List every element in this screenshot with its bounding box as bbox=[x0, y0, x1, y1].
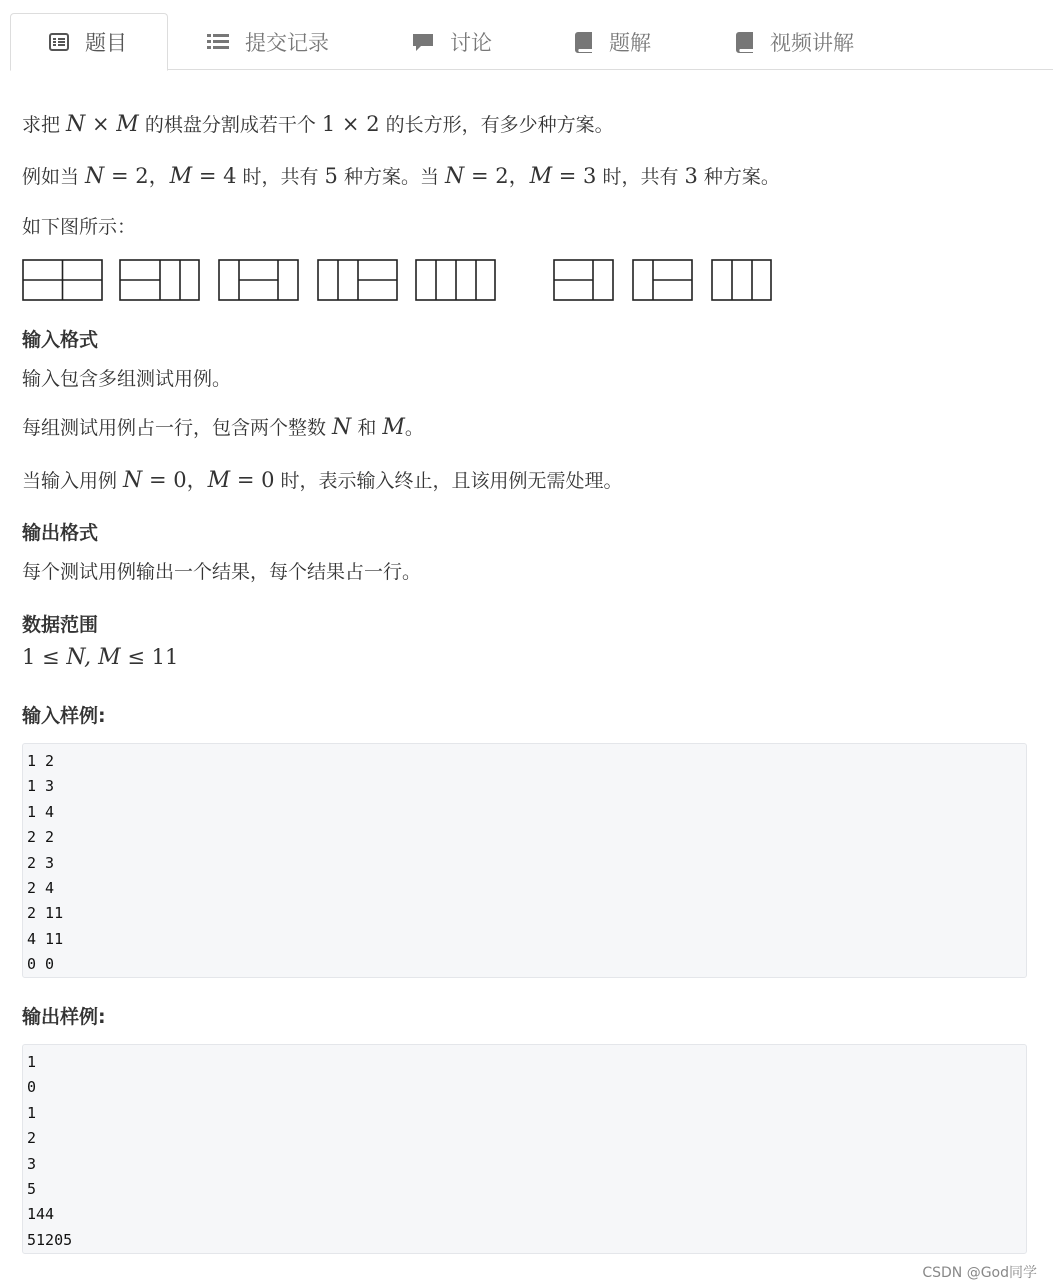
math-eq: = 3 bbox=[552, 164, 597, 188]
math-var: N bbox=[66, 112, 86, 137]
math-eq: = 0， bbox=[142, 468, 208, 492]
sample-output-code[interactable]: 1 0 1 2 3 5 144 51205 bbox=[22, 1044, 1027, 1254]
text: 时，共有 bbox=[596, 166, 685, 188]
data-range-title: 数据范围 bbox=[22, 614, 99, 636]
sample-input-title: 输入样例: bbox=[22, 705, 106, 727]
tab-label: 提交记录 bbox=[245, 30, 329, 55]
math-num: ≤ 11 bbox=[120, 645, 179, 669]
math-op: × bbox=[335, 112, 367, 136]
math-var: N bbox=[332, 415, 352, 440]
math-var: M bbox=[116, 112, 139, 137]
text: 的长方形，有多少种方案。 bbox=[379, 114, 614, 136]
tab-label: 视频讲解 bbox=[770, 30, 854, 55]
problem-statement-line bbox=[22, 110, 614, 137]
text: 例如当 bbox=[22, 166, 86, 188]
text: 时，共有 bbox=[236, 166, 325, 188]
sample-output-title: 输出样例: bbox=[22, 1006, 106, 1028]
output-format-line: 每个测试用例输出一个结果，每个结果占一行。 bbox=[22, 561, 422, 583]
math-eq: = 4 bbox=[192, 164, 237, 188]
book-icon bbox=[736, 31, 754, 53]
list-alt-icon bbox=[49, 33, 69, 51]
text: 的棋盘分割成若干个 bbox=[138, 114, 322, 136]
tiling-2 bbox=[120, 260, 199, 300]
tab-problem[interactable] bbox=[10, 13, 168, 71]
tab-submissions[interactable] bbox=[207, 13, 329, 70]
output-format-title: 输出格式 bbox=[22, 522, 99, 544]
text: 每组测试用例占一行，包含两个整数 bbox=[22, 417, 333, 439]
tiling-figure bbox=[22, 258, 782, 304]
tiling-1 bbox=[23, 260, 102, 300]
input-format-line bbox=[22, 413, 424, 440]
input-format-title: 输入格式 bbox=[22, 329, 99, 351]
math-num: 1 bbox=[321, 112, 336, 136]
tiling-6 bbox=[554, 260, 613, 300]
math-var: N bbox=[85, 164, 105, 189]
input-format-line bbox=[22, 464, 623, 494]
tiling-5 bbox=[416, 260, 495, 300]
data-range bbox=[22, 645, 178, 670]
text: 。 bbox=[404, 417, 424, 439]
tiling-8 bbox=[712, 260, 771, 300]
math-eq: = 2， bbox=[104, 164, 170, 188]
math-num: 2 bbox=[366, 112, 380, 136]
text: 和 bbox=[351, 417, 383, 439]
comment-icon bbox=[412, 32, 434, 52]
tab-label: 题解 bbox=[609, 30, 651, 55]
sample-input-code[interactable]: 1 2 1 3 1 4 2 2 2 3 2 4 2 11 4 11 0 0 bbox=[22, 743, 1027, 978]
math-var: M bbox=[207, 468, 231, 493]
math-op: × bbox=[85, 112, 117, 136]
math-eq: = 2， bbox=[464, 164, 530, 188]
text: 时，表示输入终止，且该用例无需处理。 bbox=[274, 470, 623, 492]
math-num: 3 bbox=[684, 164, 698, 188]
math-var: N bbox=[445, 164, 465, 189]
math-var: M bbox=[382, 415, 405, 440]
math-var: M bbox=[169, 164, 193, 189]
tab-label: 讨论 bbox=[450, 30, 492, 55]
tiling-4 bbox=[318, 260, 397, 300]
watermark: CSDN @God同学 bbox=[922, 1265, 1037, 1281]
tiling-3 bbox=[219, 260, 298, 300]
problem-example-line bbox=[22, 160, 780, 190]
tab-video[interactable] bbox=[736, 13, 854, 70]
tiling-diagram bbox=[22, 258, 782, 304]
math-num: 5 bbox=[324, 164, 338, 188]
tab-discussion[interactable] bbox=[412, 13, 492, 70]
problem-tabs bbox=[10, 13, 1053, 70]
text: 种方案。当 bbox=[337, 166, 446, 188]
text: 当输入用例 bbox=[22, 470, 124, 492]
math-var: M bbox=[529, 164, 553, 189]
math-var: N, M bbox=[66, 645, 121, 670]
list-icon bbox=[207, 33, 229, 51]
tiling-7 bbox=[633, 260, 692, 300]
book-icon bbox=[575, 31, 593, 53]
math-var: N bbox=[123, 468, 143, 493]
tab-label: 题目 bbox=[85, 31, 127, 55]
text: 种方案。 bbox=[697, 166, 780, 188]
math-eq: = 0 bbox=[230, 468, 275, 492]
figure-caption: 如下图所示： bbox=[22, 216, 137, 238]
tab-solutions[interactable] bbox=[575, 13, 651, 70]
input-format-line: 输入包含多组测试用例。 bbox=[22, 368, 232, 390]
text: 求把 bbox=[22, 114, 67, 136]
math-num: 1 ≤ bbox=[22, 645, 67, 669]
